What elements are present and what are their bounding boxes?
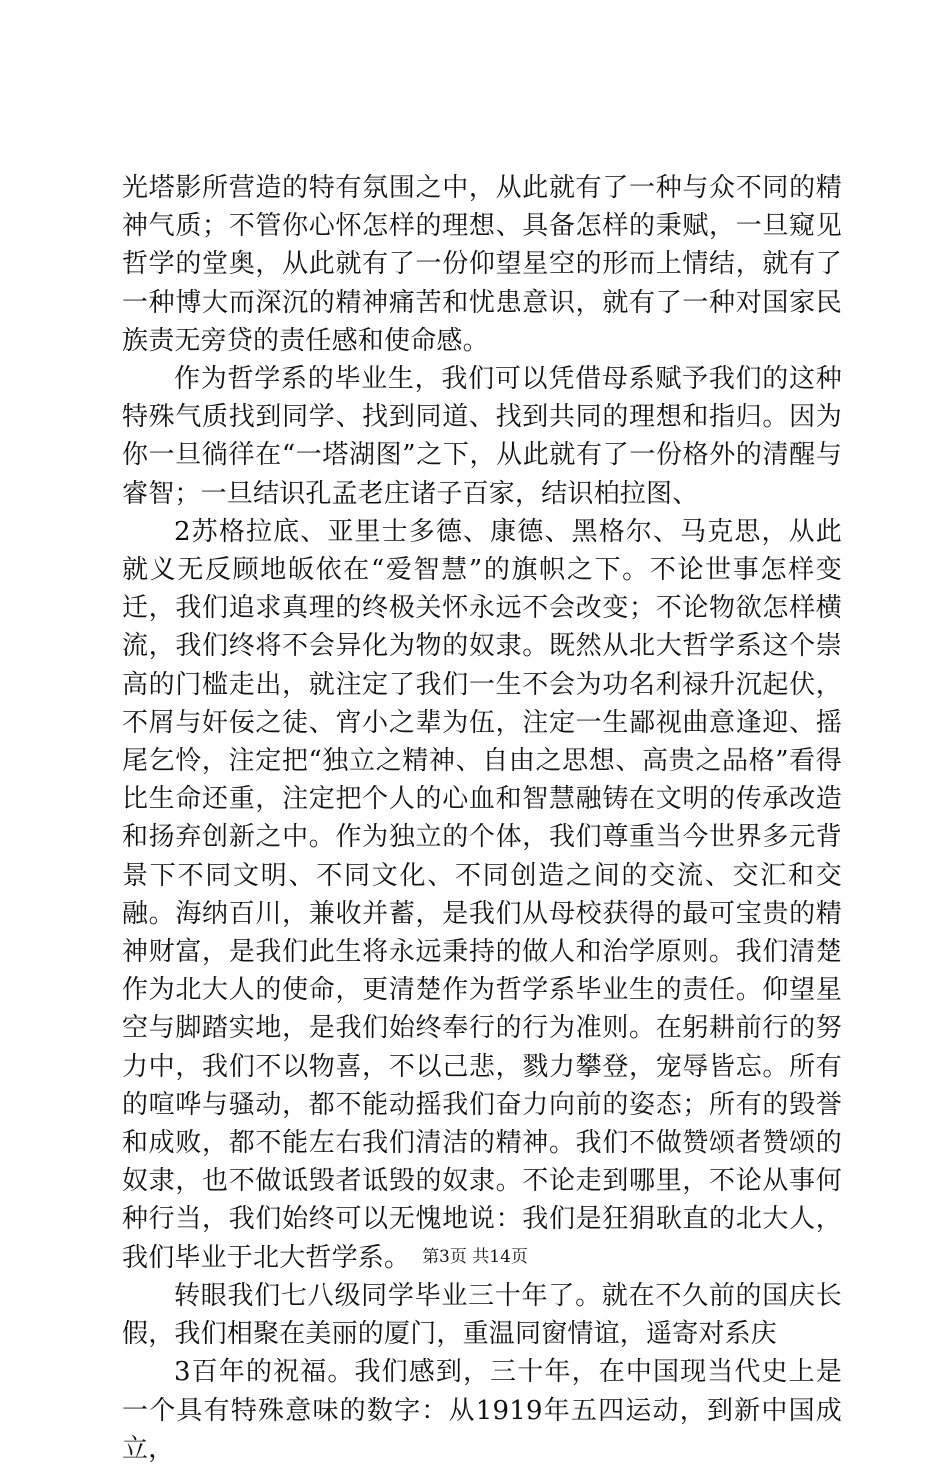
paragraph: 转眼我们七八级同学毕业三十年了。就在不久前的国庆长假，我们相聚在美丽的厦门，重温同窗情谊，遥寄对系庆	[122, 1280, 842, 1350]
paragraph: 3百年的祝福。我们感到，三十年，在中国现当代史上是一个具有特殊意味的数字：从1919年五四运动，到新中国成立，	[122, 1357, 842, 1464]
body-text	[122, 169, 842, 1468]
paragraph: 作为哲学系的毕业生，我们可以凭借母系赋予我们的这种特殊气质找到同学、找到同道、找到共同的理想和指归。因为你一旦徜徉在“一塔湖图”之下，从此就有了一份格外的清醒与睿智；一旦结识孔孟老庄诸子百家，结识柏拉图、	[122, 364, 842, 509]
paragraph: 光塔影所营造的特有氛围之中，从此就有了一种与众不同的精神气质；不管你心怀怎样的理想、具备怎样的秉赋，一旦窥见哲学的堂奥，从此就有了一份仰望星空的形而上情结，就有了一种博大而深沉的精神痛苦和忧患意识，就有了一种对国家民族责无旁贷的责任感和使命感。	[122, 173, 842, 356]
page-footer: 第3页 共14页	[422, 1247, 528, 1267]
paragraph: 2苏格拉底、亚里士多德、康德、黑格尔、马克思，从此就义无反顾地皈依在“爱智慧”的旗帜之下。不论世事怎样变迁，我们追求真理的终极关怀永远不会改变；不论物欲怎样横流，我们终将不会异化为物的奴隶。既然从北大哲学系这个崇高的门槛走出，就注定了我们一生不会为功名利禄升沉起伏，不屑与奸佞之徒、宵小之辈为伍，注定一生鄙视曲意逢迎、摇尾乞怜，注定把“独立之精神、自由之思想、高贵之品格”看得比生命还重，注定把个人的心血和智慧融铸在文明的传承改造和扬弃创新之中。作为独立的个体，我们尊重当今世界多元背景下不同文明、不同文化、不同创造之间的交流、交汇和交融。海纳百川，兼收并蓄，是我们从母校获得的最可宝贵的精神财富，是我们此生将永远秉持的做人和治学原则。我们清楚作为北大人的使命，更清楚作为哲学系毕业生的责任。仰望星空与脚踏实地，是我们始终奉行的行为准则。在躬耕前行的努力中，我们不以物喜，不以己悲，戮力攀登，宠辱皆忘。所有的喧哗与骚动，都不能动摇我们奋力向前的姿态；所有的毁誉和成败，都不能左右我们清洁的精神。我们不做赞颂者赞颂的奴隶，也不做诋毁者诋毁的奴隶。不论走到哪里，不论从事何种行当，我们始终可以无愧地说：我们是狂狷耿直的北大人，我们毕业于北大哲学系。	[122, 516, 842, 1273]
